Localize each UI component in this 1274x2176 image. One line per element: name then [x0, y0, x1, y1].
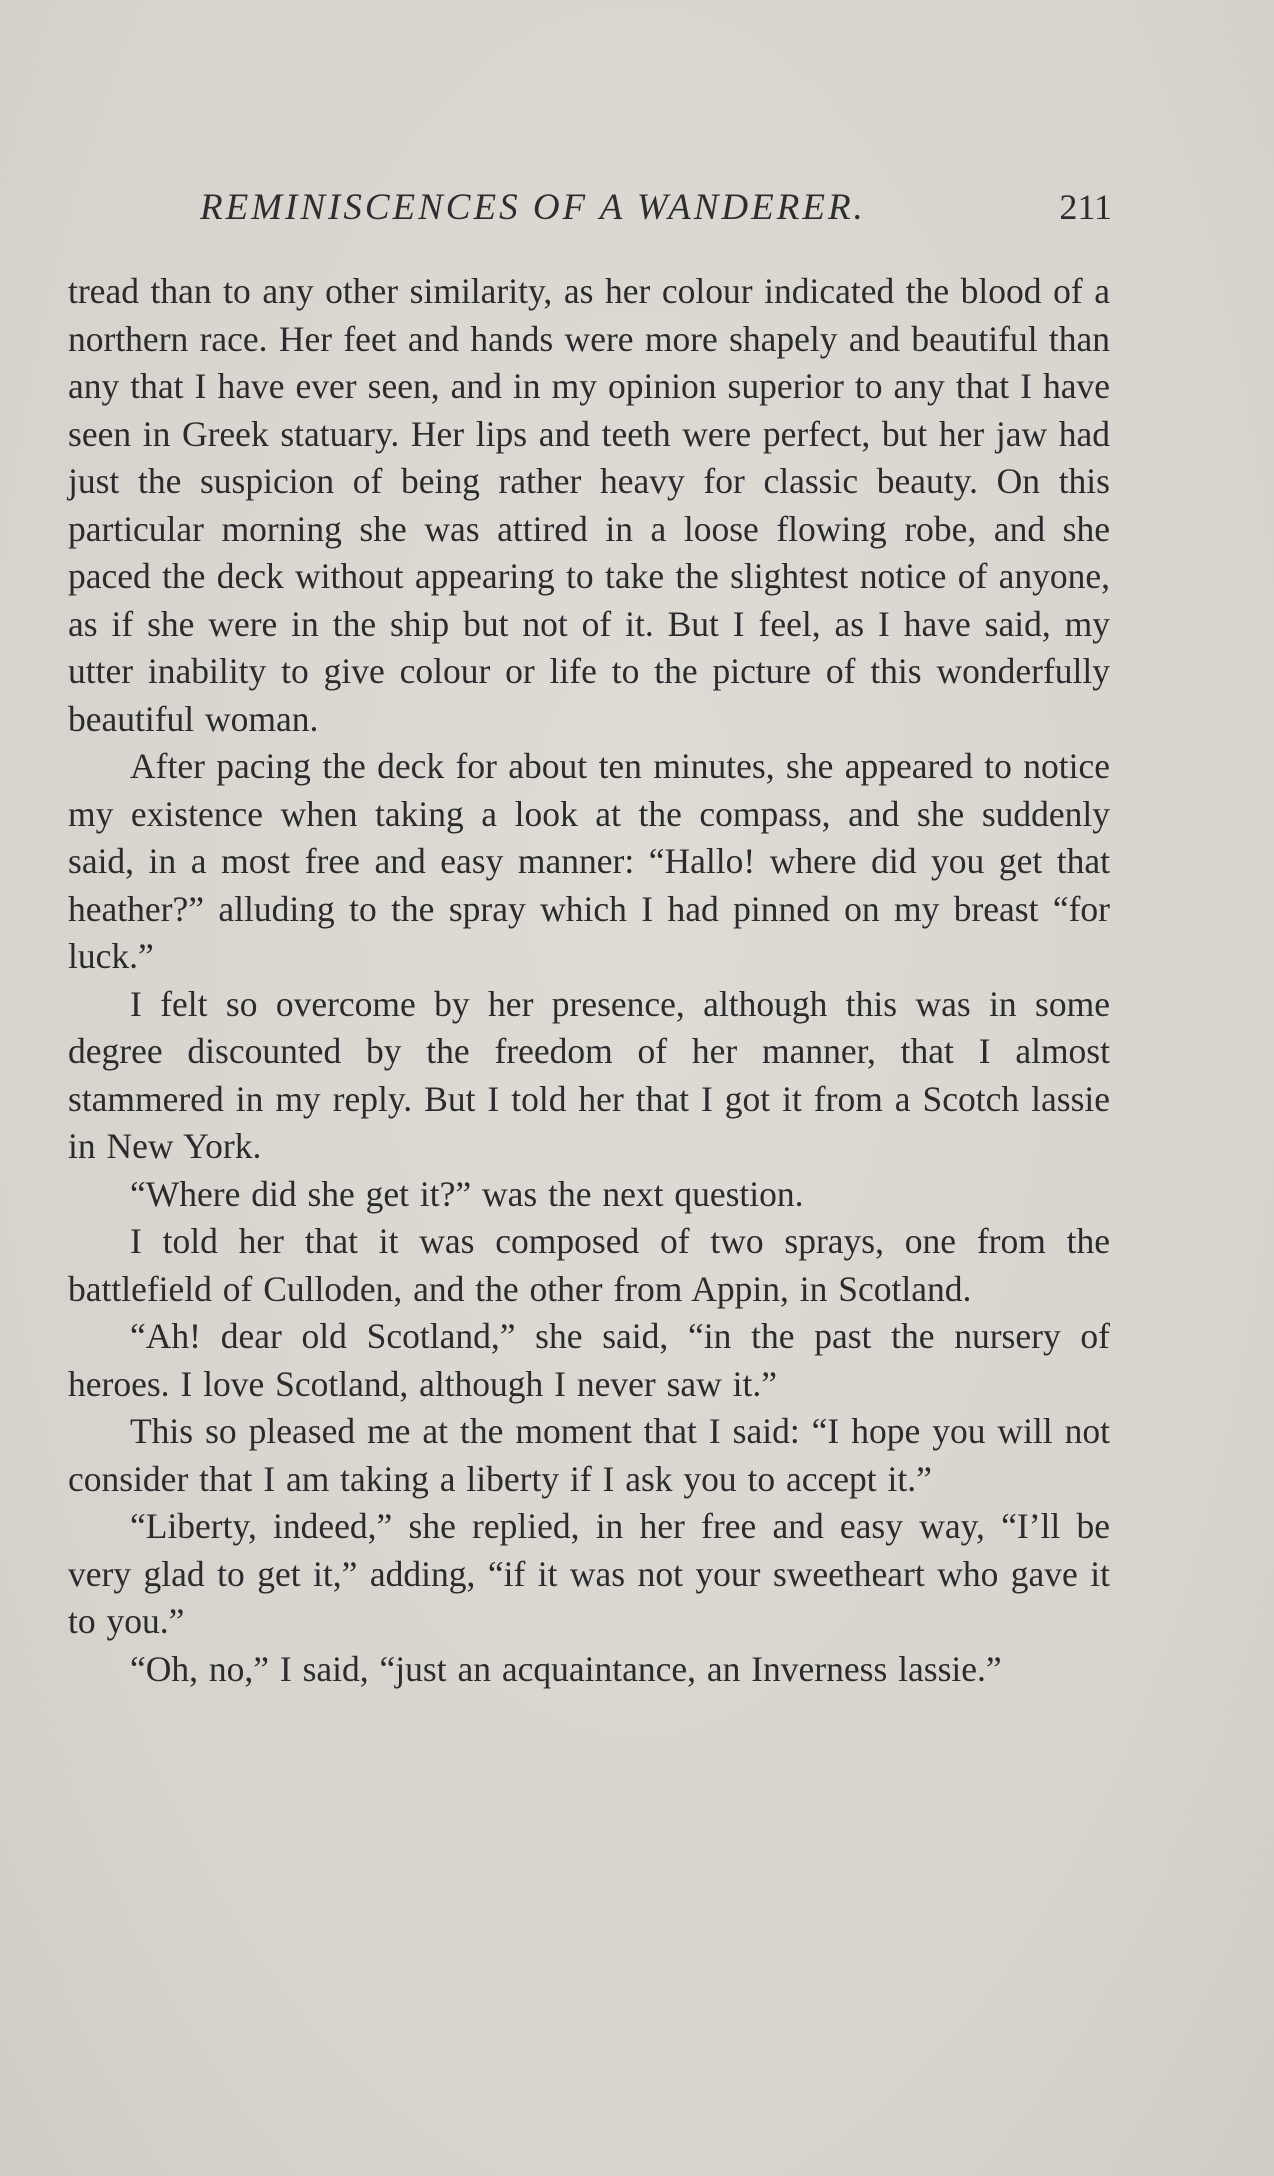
- paragraph-continuation: tread than to any other similarity, as her colour indicated the blood of a northern race. Her feet and hands were more shapely and beautiful than any that I have ever seen, and in my opinion superior to any that I have seen in Greek statuary. Her lips and teeth were perfect, but her jaw had just the suspicion of being rather heavy for classic beauty. On this particular morning she was attired in a loose flowing robe, and she paced the deck without appearing to take the slightest notice of anyone, as if she were in the ship but not of it. But I feel, as I have said, my utter inability to give colour or life to the picture of this wonderfully beautiful woman.: [68, 271, 1110, 739]
- running-title: REMINISCENCES OF A WANDERER.: [200, 187, 866, 228]
- paragraph: “Liberty, indeed,” she replied, in her free and easy way, “I’ll be very glad to get it,” adding, “if it was not your sweetheart who gave it to you.”: [68, 1506, 1110, 1641]
- body-text: [68, 268, 1110, 1693]
- page-number: 211: [1059, 187, 1112, 227]
- paragraph: After pacing the deck for about ten minutes, she appeared to notice my existence when taking a look at the compass, and she suddenly said, in a most free and easy manner: “Hallo! where did you get that heather?” alluding to the spray which I had pinned on my breast “for luck.”: [68, 746, 1110, 976]
- paragraph: “Where did she get it?” was the next question.: [130, 1173, 804, 1214]
- paragraph: I felt so overcome by her presence, although this was in some degree discounted by the freedom of her manner, that I almost stammered in my reply. But I told her that I got it from a Scotch lassie in New York.: [68, 983, 1110, 1166]
- paragraph: This so pleased me at the moment that I said: “I hope you will not consider that I am taking a liberty if I ask you to accept it.”: [68, 1411, 1110, 1499]
- paragraph: “Ah! dear old Scotland,” she said, “in the past the nursery of heroes. I love Scotland, although I never saw it.”: [68, 1316, 1110, 1404]
- running-head: [200, 186, 1112, 236]
- paragraph: “Oh, no,” I said, “just an acquaintance, an Inverness lassie.”: [130, 1648, 1002, 1689]
- paragraph: I told her that it was composed of two sprays, one from the battlefield of Culloden, and the other from Appin, in Scotland.: [68, 1221, 1110, 1309]
